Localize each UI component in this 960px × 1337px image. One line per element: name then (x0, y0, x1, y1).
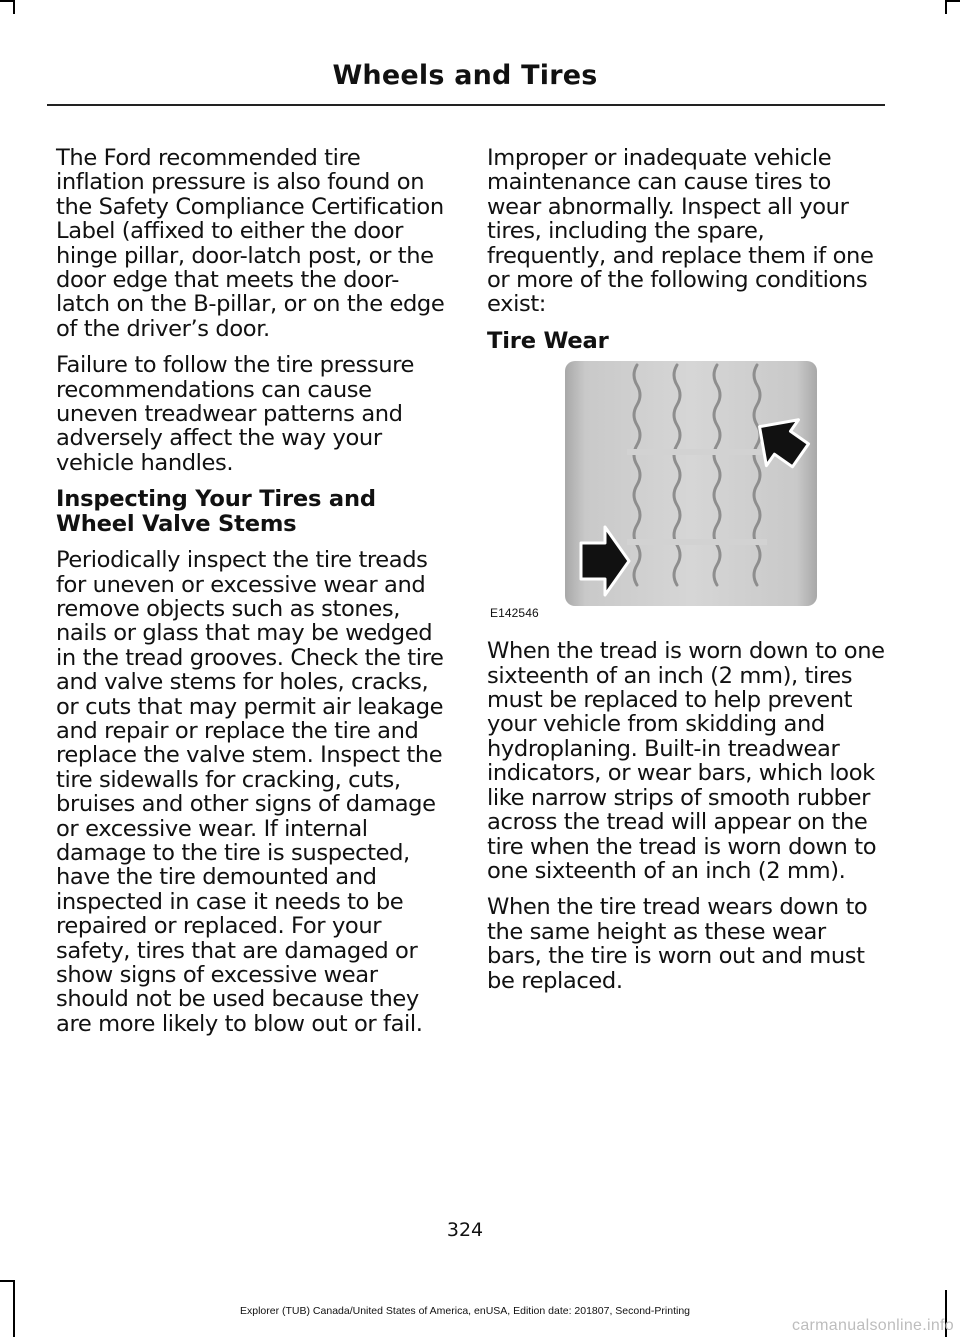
crop-mark (0, 1280, 14, 1282)
paragraph: The Ford recommended tire inflation pressure is also found on the Safety Compliance Certification Label (affixed to either the door hinge pillar, door-latch post, or the door edge that meets the door-latch on the B-pillar, or on the edge of the driver’s door. (56, 145, 445, 342)
paragraph: Periodically inspect the tire treads for uneven or excessive wear and remove objects such as stones, nails or glass that may be wedged in the tread grooves. Check the tire and valve stems for holes, cracks, or cuts that may permit air leakage and repair or replace the tire and replace the valve stem. Inspect the tire sidewalls for cracking, cuts, bruises and other signs of damage or excessive wear. If internal damage to the tire is suspected, have the tire demounted and inspected in case it needs to be repaired or replaced. For your safety, tires that are damaged or show signs of excessive wear should not be used because they are more likely to blow out or fail. (56, 547, 444, 1037)
right-column (487, 146, 885, 1005)
paragraph: Failure to follow the tire pressure recommendations can cause uneven treadwear patterns and adversely affect the way your vehicle handles. (56, 352, 415, 476)
section-heading: Tire Wear (487, 327, 609, 354)
page-title: Wheels and Tires (332, 60, 598, 91)
footer-text: Explorer (TUB) Canada/United States of America, enUSA, Edition date: 201807, Second-Printing (240, 1305, 690, 1317)
paragraph: Improper or inadequate vehicle maintenance can cause tires to wear abnormally. Inspect all your tires, including the spare, frequently, and replace them if one or more of the following conditions exist: (487, 145, 874, 318)
crop-mark (0, 0, 14, 2)
title-divider (47, 104, 885, 106)
tire-tread-wear-bar-illustration-icon (487, 361, 885, 623)
left-column (56, 146, 451, 1048)
watermark: carmanualsonline.info (792, 1317, 954, 1334)
figure-id: E142546 (490, 606, 539, 621)
tire-wear-figure (487, 361, 885, 623)
crop-mark (13, 0, 15, 14)
crop-mark (945, 0, 947, 14)
crop-mark (946, 0, 960, 2)
paragraph: When the tire tread wears down to the same height as these wear bars, the tire is worn out and must be replaced. (487, 894, 868, 994)
section-heading: Inspecting Your Tires and Wheel Valve Stems (56, 486, 376, 537)
paragraph: When the tread is worn down to one sixteenth of an inch (2 mm), tires must be replaced to help prevent your vehicle from skidding and hydroplaning. Built-in treadwear indicators, or wear bars, which look like narrow strips of smooth rubber across the tread will appear on the tire when the tread is worn down to one sixteenth of an inch (2 mm). (487, 638, 885, 884)
page-number: 324 (446, 1219, 484, 1241)
